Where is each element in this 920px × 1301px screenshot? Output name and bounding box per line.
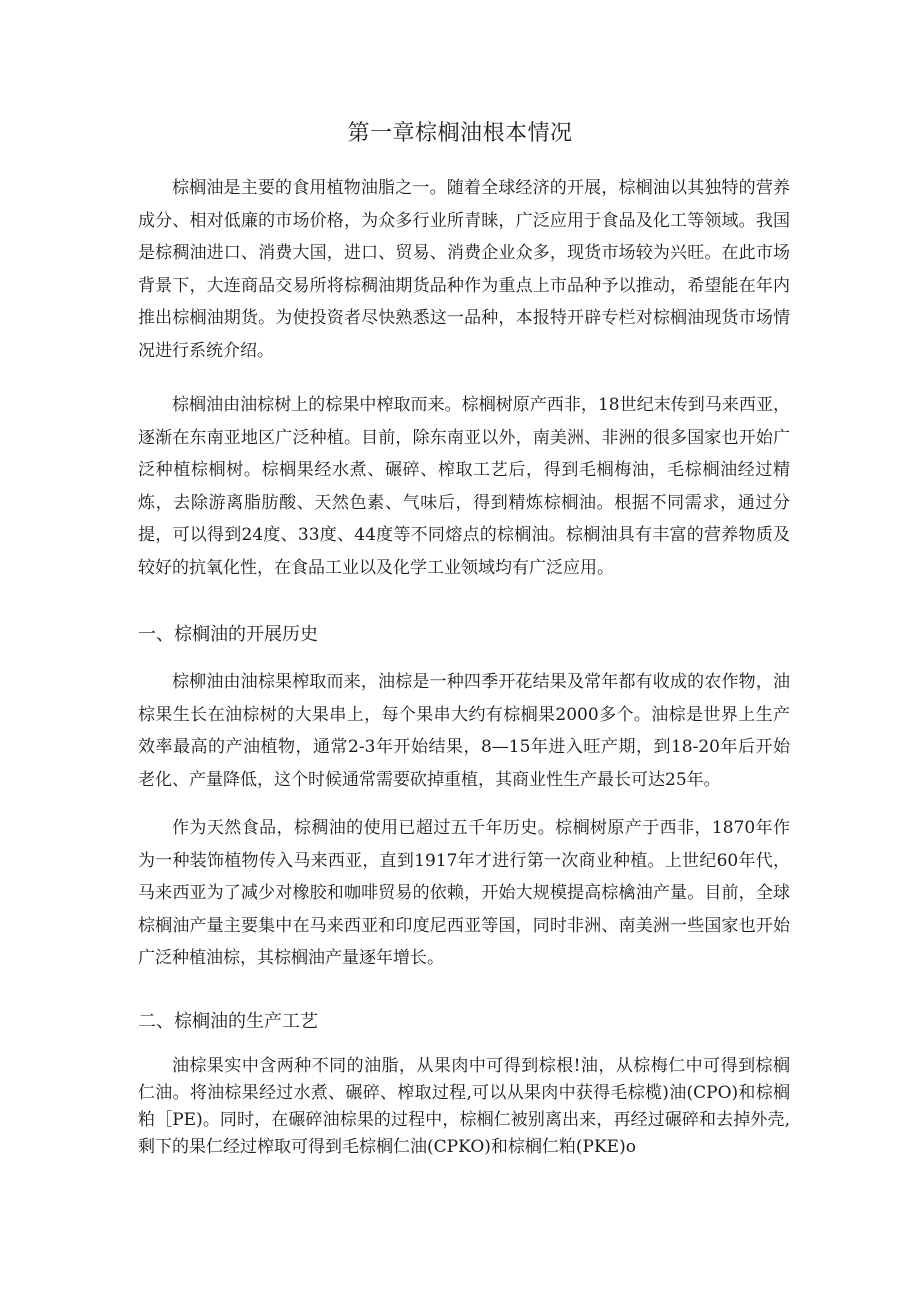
page-title: 第一章棕榈油根本情况	[347, 121, 573, 146]
history-paragraph-1: 棕柳油由油棕果榨取而来，油棕是一种四季开花结果及常年都有收成的农作物，油棕果生长在油棕树的大果串上，每个果串大约有棕榈果2000多个。油棕是世界上生产效率最高的产油植物，通常2-3年开始结果，8—15年进入旺产期，到18-20年后开始老化、产量降低，这个时候通常需要砍掉重植，其商业性生产最长可达25年。	[138, 672, 790, 790]
section-heading-production: 二、棕榈油的生产工艺	[138, 1011, 318, 1032]
origin-paragraph: 棕榈油由油棕树上的棕果中榨取而来。棕榈树原产西非，18世纪末传到马来西亚，逐渐在东南亚地区广泛种植。目前，除东南亚以外，南美洲、非洲的很多国家也开始广泛种植棕榈树。棕榈果经水煮、碾碎、榨取工艺后，得到毛榈梅油，毛棕榈油经过精炼，去除游离脂肪酸、天然色素、气味后，得到精炼棕榈油。根据不同需求，通过分提，可以得到24度、33度、44度等不同熔点的棕榈油。棕榈油具有丰富的营养物质及较好的抗氧化性，在食品工业以及化学工业领域均有广泛应用。	[138, 395, 790, 578]
history-paragraph-2: 作为天然食品，棕稠油的使用已超过五千年历史。棕榈树原产于西非，1870年作为一种装饰植物传入马来西亚，直到1917年才进行第一次商业种植。上世纪60年代，马来西亚为了减少对橡胶和咖啡贸易的依赖，开始大规模提高棕檎油产量。目前，全球棕榈油产量主要集中在马来西亚和印度尼西亚等国，同时非洲、南美洲一些国家也开始广泛种植油棕，其棕榈油产量逐年增长。	[138, 818, 790, 968]
section-heading-history: 一、棕榈油的开展历史	[138, 624, 318, 645]
production-paragraph-1: 油棕果实中含两种不同的油脂，从果肉中可得到棕根!油，从棕梅仁中可得到棕榈仁油。将油棕果经过水煮、碾碎、榨取过程,可以从果肉中获得毛棕榄)油(CPO)和棕榈粕［PE)。同时，在碾碎油棕果的过程中，棕榈仁被别离出来，再经过碾碎和去掉外壳,剩下的果仁经过榨取可得到毛棕榈仁油(CPKO)和棕榈仁粕(PKE)o	[138, 1056, 790, 1157]
intro-paragraph: 棕榈油是主要的食用植物油脂之一。随着全球经济的开展，棕榈油以其独特的营养成分、相对低廉的市场价格，为众多行业所青睐，广泛应用于食品及化工等领域。我国是棕稠油进口、消费大国，进口、贸易、消费企业众多，现货市场较为兴旺。在此市场背景下，大连商品交易所将棕稠油期货品种作为重点上市品种予以推动，希望能在年内推出棕榈油期货。为使投资者尽快熟悉这一品种，本报特开辟专栏对棕榈油现货市场情况进行系统介绍。	[138, 178, 790, 361]
